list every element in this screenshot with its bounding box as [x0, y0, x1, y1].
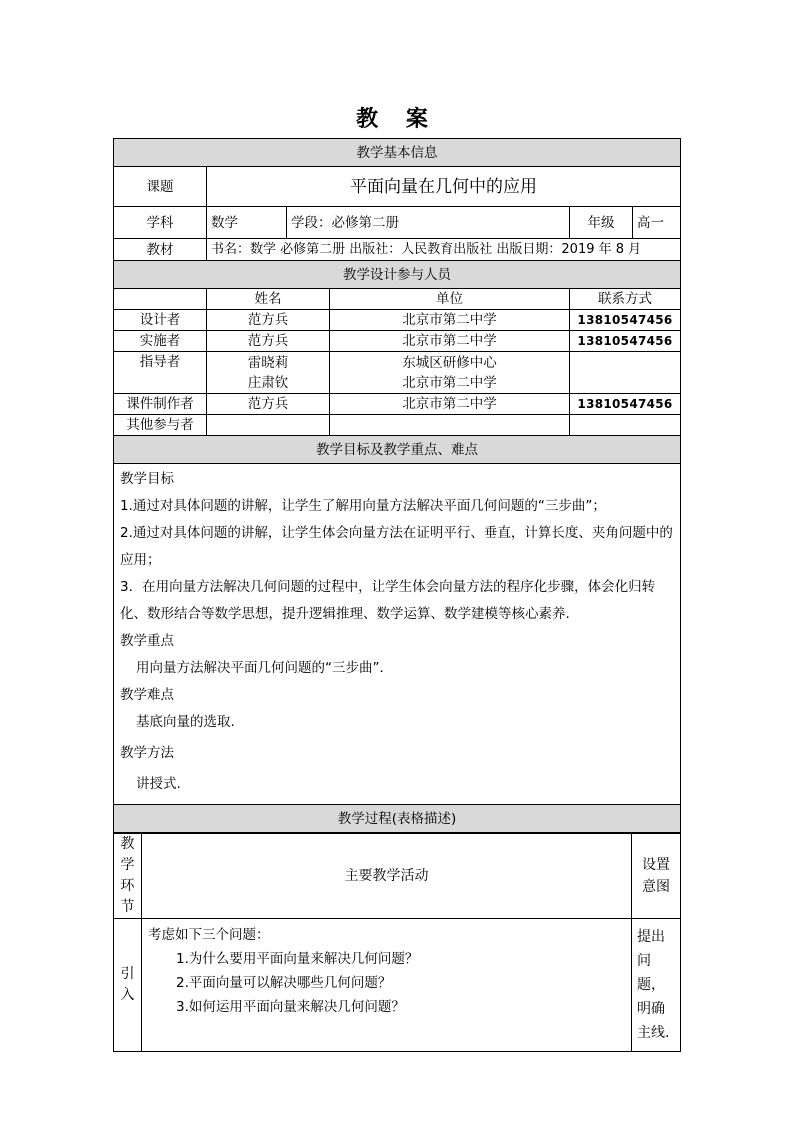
participant-unit: 北京市第二中学 [330, 310, 570, 331]
goals-header: 教学目标及教学重点、难点 [114, 436, 681, 464]
document-title: 教 案 [356, 107, 438, 132]
participant-unit: 北京市第二中学 [330, 331, 570, 352]
grade-label: 年级 [570, 207, 633, 239]
difficulty-text: 基底向量的选取. [136, 714, 235, 730]
key-point-heading: 教学重点 [120, 633, 174, 649]
lesson-plan-table [113, 138, 680, 1052]
goals-body [114, 464, 681, 805]
participant-contact [570, 352, 681, 394]
name-column-header: 姓名 [207, 289, 330, 310]
participant-contact [570, 415, 681, 436]
textbook-value: 书名：数学 必修第二册 出版社：人民教育出版社 出版日期：2019 年 8 月 [207, 239, 681, 261]
method-heading: 教学方法 [120, 745, 174, 761]
key-point-text: 用向量方法解决平面几何问题的“三步曲”． [136, 660, 393, 676]
intro-activity-cell [142, 919, 632, 1052]
participants-corner-cell [114, 289, 207, 310]
participant-name: 范方兵 [207, 331, 330, 352]
objective-item: 2.通过对具体问题的讲解，让学生体会向量方法在证明平行、垂直，计算长度、夹角问题中的应用； [120, 525, 673, 568]
participants-header: 教学设计参与人员 [114, 261, 681, 289]
table-row [114, 331, 681, 352]
table-row [114, 415, 681, 436]
advisor-units [330, 352, 570, 394]
participant-name: 雷晓莉 [247, 354, 289, 371]
grade-value: 高一 [633, 207, 681, 239]
unit-column-header: 单位 [330, 289, 570, 310]
intro-stage-cell: 引入 [114, 919, 142, 1052]
difficulty-heading: 教学难点 [120, 687, 174, 703]
participant-unit: 北京市第二中学 [330, 394, 570, 415]
topic-value: 平面向量在几何中的应用 [207, 167, 681, 207]
contact-column-header: 联系方式 [570, 289, 681, 310]
topic-label: 课题 [114, 167, 207, 207]
role-other: 其他参与者 [114, 415, 207, 436]
stage-column-header: 教学环节 [114, 834, 142, 919]
participant-contact: 13810547456 [570, 394, 681, 415]
participant-unit: 东城区研修中心 [402, 354, 497, 371]
participant-unit: 北京市第二中学 [402, 374, 497, 391]
intro-question: 1.为什么要用平面向量来解决几何问题？ [176, 951, 419, 967]
objective-item: 1.通过对具体问题的讲解，让学生了解用向量方法解决平面几何问题的“三步曲”； [120, 498, 606, 514]
participant-contact: 13810547456 [570, 310, 681, 331]
activity-column-header: 主要教学活动 [142, 834, 632, 919]
intro-question: 3.如何运用平面向量来解决几何问题？ [176, 999, 405, 1015]
textbook-label: 教材 [114, 239, 207, 261]
participant-name: 庄肃钦 [247, 374, 289, 391]
participant-name: 范方兵 [207, 310, 330, 331]
intent-column-header: 设置意图 [632, 834, 681, 919]
participant-name [207, 415, 330, 436]
participant-name: 范方兵 [207, 394, 330, 415]
intro-lead: 考虑如下三个问题： [148, 927, 270, 943]
advisor-names [207, 352, 330, 394]
stage-text: 学段：必修第二册 [287, 207, 570, 239]
process-header: 教学过程(表格描述) [114, 805, 681, 833]
role-implementer: 实施者 [114, 331, 207, 352]
role-advisor: 指导者 [114, 352, 207, 394]
participant-unit [330, 415, 570, 436]
objective-item: 3．在用向量方法解决几何问题的过程中，让学生体会向量方法的程序化步骤，体会化归转化、数形结合等数学思想，提升逻辑推理、数学运算、数学建模等核心素养. [120, 579, 656, 622]
subject-value: 数学 [207, 207, 287, 239]
objective-heading: 教学目标 [120, 471, 174, 487]
table-row [114, 352, 681, 394]
table-row [114, 310, 681, 331]
role-courseware-maker: 课件制作者 [114, 394, 207, 415]
method-text: 讲授式. [136, 776, 181, 792]
intro-intent-cell: 提出问题，明确主线. [632, 919, 681, 1052]
participant-contact: 13810547456 [570, 331, 681, 352]
subject-label: 学科 [114, 207, 207, 239]
role-designer: 设计者 [114, 310, 207, 331]
intro-question: 2.平面向量可以解决哪些几何问题？ [176, 975, 392, 991]
table-row [114, 919, 681, 1052]
table-row [114, 394, 681, 415]
basic-info-header: 教学基本信息 [114, 139, 681, 167]
